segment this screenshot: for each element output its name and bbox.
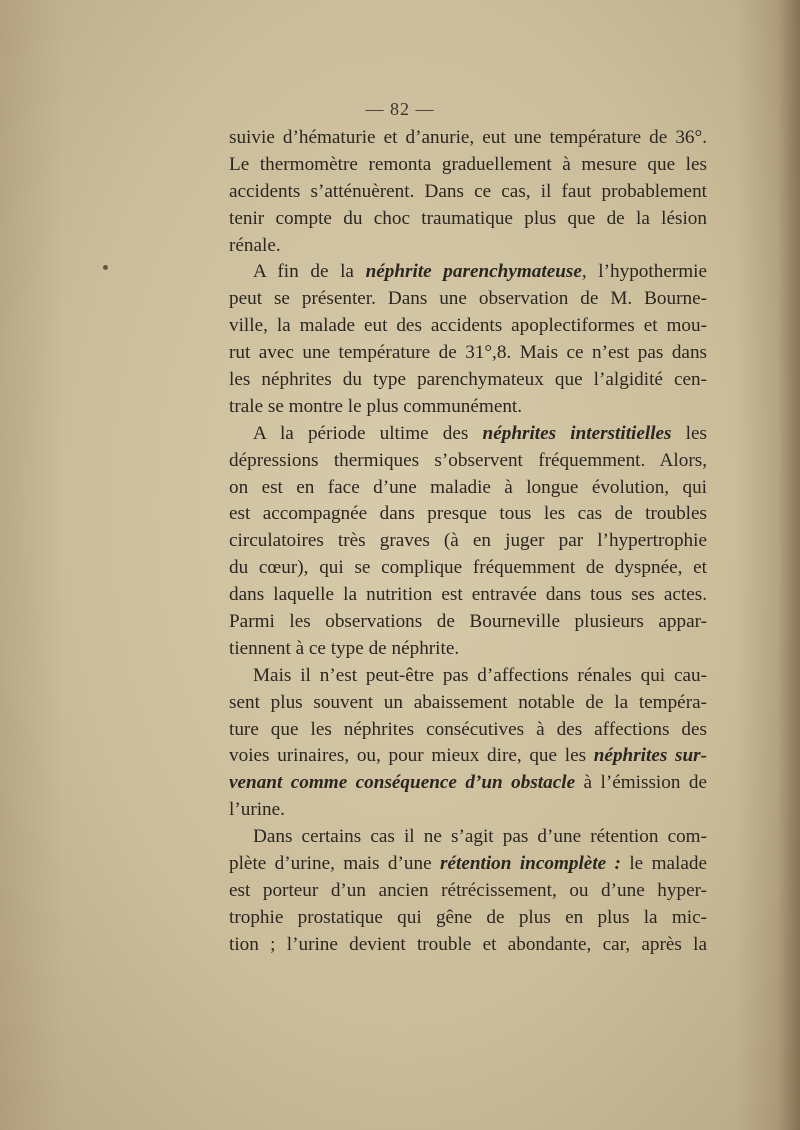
text-line bbox=[229, 206, 707, 233]
text-line bbox=[229, 233, 707, 260]
text-segment: voies urinaires, ou, pour mieux dire, que les bbox=[229, 745, 594, 767]
text-segment: les bbox=[671, 422, 707, 444]
text-line bbox=[229, 905, 707, 932]
text-line bbox=[229, 932, 707, 959]
text-segment: A fin de la bbox=[253, 261, 366, 283]
text-line bbox=[229, 636, 707, 663]
text-line bbox=[229, 528, 707, 555]
text-line bbox=[229, 367, 707, 394]
ink-speck bbox=[103, 265, 108, 270]
text-line bbox=[229, 152, 707, 179]
text-line bbox=[229, 340, 707, 367]
text-segment: tenir compte du choc traumatique plus que de la lésion bbox=[229, 207, 707, 229]
text-line bbox=[229, 394, 707, 421]
text-line bbox=[229, 797, 707, 824]
italic-term: néphrites sur- bbox=[593, 745, 708, 767]
text-line bbox=[229, 501, 707, 528]
text-segment: on est en face d’une maladie à longue évolution, qui bbox=[229, 476, 707, 498]
text-segment: , l’hypothermie bbox=[581, 261, 707, 283]
body-text bbox=[229, 125, 707, 959]
text-line bbox=[229, 770, 707, 797]
text-line bbox=[229, 448, 707, 475]
text-segment: l’urine. bbox=[229, 799, 285, 821]
text-segment: Dans certains cas il ne s’agit pas d’une rétention com- bbox=[253, 826, 707, 848]
italic-term: néphrite parenchymateuse bbox=[365, 261, 582, 283]
text-segment: rut avec une température de 31°,8. Mais ce n’est pas dans bbox=[229, 342, 707, 364]
text-segment: plète d’urine, mais d’une bbox=[229, 853, 441, 875]
text-segment: dépressions thermiques s’observent fréquemment. Alors, bbox=[229, 449, 707, 471]
text-segment: Mais il n’est peut-être pas d’affections rénales qui cau- bbox=[253, 664, 707, 686]
text-line bbox=[229, 609, 707, 636]
text-line bbox=[229, 878, 707, 905]
text-line bbox=[229, 743, 707, 770]
text-segment: accidents s’atténuèrent. Dans ce cas, il faut probablement bbox=[229, 180, 707, 202]
text-line bbox=[229, 313, 707, 340]
text-line bbox=[229, 421, 707, 448]
text-segment: à l’émission de bbox=[575, 772, 708, 794]
page-number: — 82 — bbox=[365, 99, 435, 119]
text-segment: est porteur d’un ancien rétrécissement, ou d’une hyper- bbox=[229, 879, 707, 901]
italic-term: venant comme conséquence d’un obstacle bbox=[229, 772, 576, 794]
text-line bbox=[229, 286, 707, 313]
text-segment: trophie prostatique qui gêne de plus en plus la mic- bbox=[229, 906, 707, 928]
text-segment: ture que les néphrites consécutives à des affections des bbox=[229, 718, 707, 740]
text-line bbox=[229, 824, 707, 851]
text-segment: Parmi les observations de Bourneville plusieurs appar- bbox=[229, 611, 707, 633]
text-segment: sent plus souvent un abaissement notable de la tempéra- bbox=[229, 691, 707, 713]
text-line bbox=[229, 555, 707, 582]
text-line bbox=[229, 259, 707, 286]
italic-term: néphrites interstitielles bbox=[482, 422, 672, 444]
text-segment: rénale. bbox=[229, 234, 281, 256]
text-segment: du cœur), qui se complique fréquemment de dyspnée, et bbox=[229, 557, 707, 579]
text-segment: trale se montre le plus communément. bbox=[229, 395, 523, 417]
text-line bbox=[229, 851, 707, 878]
text-segment: tion ; l’urine devient trouble et abondante, car, après la bbox=[229, 933, 707, 955]
text-segment: A la période ultime des bbox=[253, 422, 483, 444]
text-segment: ville, la malade eut des accidents apoplectiformes et mou- bbox=[229, 315, 707, 337]
text-line bbox=[229, 179, 707, 206]
italic-term: rétention incomplète : bbox=[440, 853, 621, 875]
text-segment: suivie d’hématurie et d’anurie, eut une température de 36°. bbox=[229, 127, 707, 148]
text-segment: circulatoires très graves (à en juger par l’hypertrophie bbox=[229, 530, 707, 552]
text-line bbox=[229, 475, 707, 502]
text-segment: est accompagnée dans presque tous les cas de troubles bbox=[229, 503, 707, 525]
text-segment: les néphrites du type parenchymateux que l’algidité cen- bbox=[229, 369, 707, 391]
text-line bbox=[229, 717, 707, 744]
text-segment: le malade bbox=[620, 853, 707, 875]
text-segment: dans laquelle la nutrition est entravée dans tous ses actes. bbox=[229, 584, 707, 606]
text-segment: Le thermomètre remonta graduellement à mesure que les bbox=[229, 153, 707, 175]
text-line bbox=[229, 582, 707, 609]
text-segment: tiennent à ce type de néphrite. bbox=[229, 637, 460, 659]
text-line bbox=[229, 690, 707, 717]
text-line bbox=[229, 663, 707, 690]
page-edge-shadow bbox=[778, 0, 800, 1130]
text-segment: peut se présenter. Dans une observation de M. Bourne- bbox=[229, 288, 707, 310]
text-line bbox=[229, 125, 707, 152]
